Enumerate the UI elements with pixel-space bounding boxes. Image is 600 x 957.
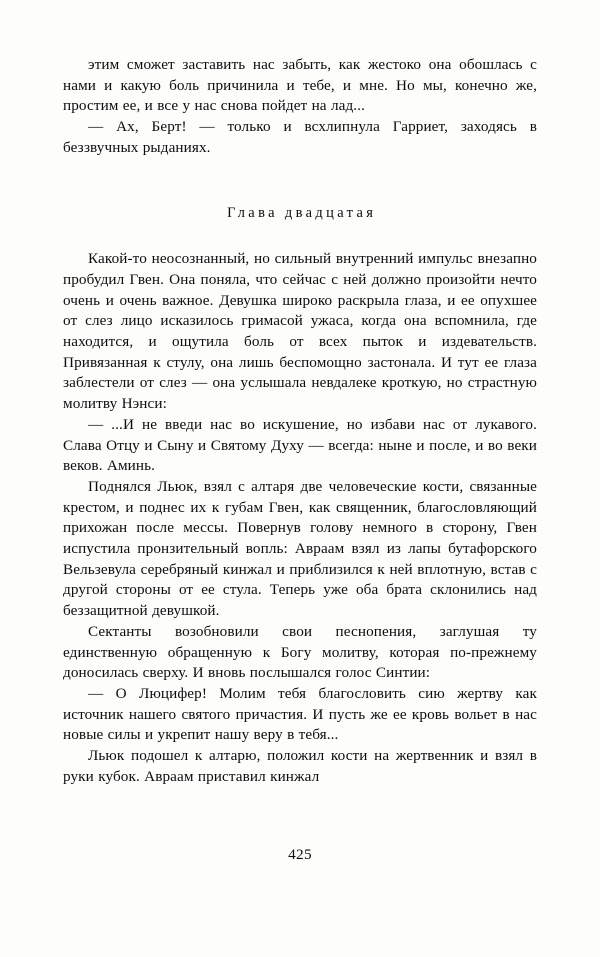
paragraph-sectarians-chant: Сектанты возобновили свои песнопения, заглушая ту единственную обращенную к Богу молитву, которая по-прежнему доносилась сверху. И вновь послышался голос Синтии: xyxy=(63,622,537,682)
chapter-heading: Глава двадцатая xyxy=(227,204,377,221)
paragraph-continued-bert: этим сможет заставить нас забыть, как жестоко она обошлась с нами и какую боль причинила и тебе, и мне. Но мы, конечно же, простим ее, и все у нас снова пойдет на лад... xyxy=(63,56,537,115)
text-column xyxy=(63,55,537,788)
paragraph-gwen-awakening: Какой-то неосознанный, но сильный внутренний импульс внезапно пробудил Гвен. Она поняла, что сейчас с ней должно произойти нечто очень и очень важное. Девушка широко раскрыла глаза, и ее опухшее от слез лицо исказилось гримасой ужаса, когда она вспомнила, где находится, и ощутила боль от всех пыток и издевательств. Привязанная к стулу, она лишь беспомощно застонала. И тут ее глаза заблестели от слез — она услышала невдалеке кроткую, но страстную молитву Нэнси: xyxy=(63,250,537,413)
spacer-before-chapter-heading xyxy=(63,159,537,203)
page-number: 425 xyxy=(288,846,312,863)
paragraph-nancy-prayer: — ...И не введи нас во искушение, но избави нас от лукавого. Слава Отцу и Сыну и Святому Духу — всегда: ныне и после, и во веки веков. Аминь. xyxy=(63,415,537,475)
paragraph-luke-bones: Поднялся Льюк, взял с алтаря две человеческие кости, связанные крестом, и поднес их к губам Гвен, как священник, благословляющий прихожан после мессы. Повернув голову немного в сторону, Гвен испустила пронзительный вопль: Авраам взял из лапы бутафорского Вельзевула серебряный кинжал и приблизился к ней вплотную, встав с другой стороны от ее стула. Теперь уже оба брата склонились над беззащитной девушкой. xyxy=(63,477,537,620)
paragraph-cynthia-invocation: — О Люцифер! Молим тебя благословить сию жертву как источник нашего святого причастия. И пусть же ее кровь вольет в нас новые силы и укрепит нашу веру в тебя... xyxy=(63,684,537,744)
paragraph-harriet-sobbing: — Ах, Берт! — только и всхлипнула Гарриет, заходясь в беззвучных рыданиях. xyxy=(63,118,537,156)
paragraph-luke-altar-chalice: Льюк подошел к алтарю, положил кости на жертвенник и взял в руки кубок. Авраам приставил кинжал xyxy=(63,747,537,785)
spacer-after-chapter-heading xyxy=(63,223,537,249)
